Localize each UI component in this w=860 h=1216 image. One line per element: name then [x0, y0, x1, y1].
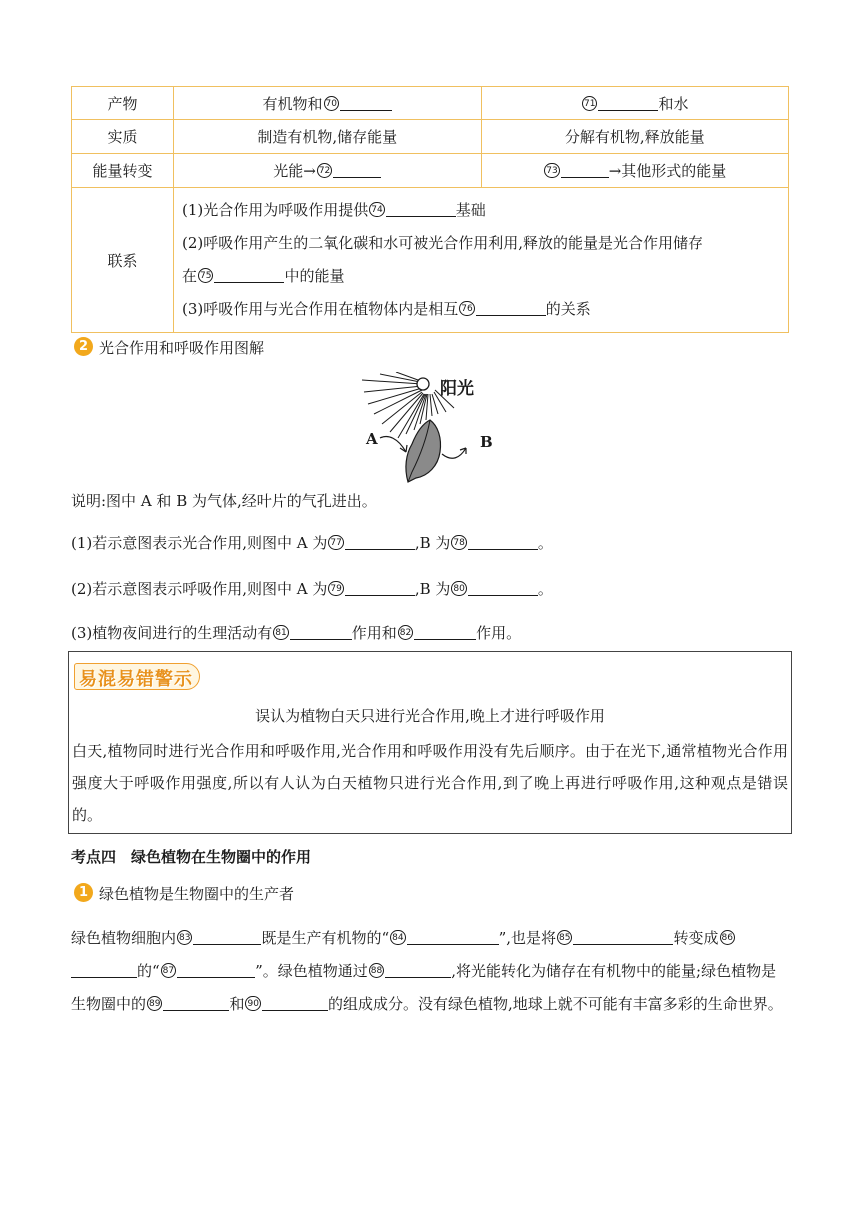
photo-cell: 制造有机物,储存能量: [174, 120, 482, 154]
link-line: [182, 227, 788, 260]
para-text: ,将光能转化为储存在有机物中的能量;: [451, 962, 702, 980]
para-text: 绿色植物是生物圈中的: [71, 962, 777, 1013]
para-text: 和: [229, 995, 245, 1013]
blank-number: 90: [245, 996, 260, 1011]
sun-icon: [417, 378, 429, 390]
leaf-diagram: [360, 372, 510, 484]
blank-number: 71: [582, 96, 597, 111]
section-number-badge: 2: [74, 337, 93, 356]
cell-text: 和水: [658, 94, 689, 113]
answer-blank[interactable]: [340, 96, 392, 111]
answer-blank[interactable]: [214, 268, 284, 283]
link-text: 的关系: [545, 300, 591, 318]
question-text: 。: [537, 534, 553, 552]
row-label: 实质: [72, 120, 174, 154]
blank-number: 76: [459, 301, 474, 316]
question-text: ,B 为: [414, 580, 451, 598]
blank-number: 89: [147, 996, 162, 1011]
blank-number: 73: [544, 163, 559, 178]
table-row: [72, 120, 789, 154]
answer-blank[interactable]: [598, 96, 658, 111]
blank-number: 84: [390, 930, 405, 945]
answer-blank[interactable]: [385, 963, 451, 978]
table-row: [72, 154, 789, 188]
para-text: 既是生产有机物的“: [261, 929, 390, 947]
answer-blank[interactable]: [345, 581, 415, 596]
question-line: [71, 532, 553, 553]
answer-blank[interactable]: [468, 581, 538, 596]
para-text: 的“: [137, 962, 160, 980]
answer-blank[interactable]: [163, 996, 229, 1011]
warning-tag: [74, 663, 200, 690]
fill-paragraph: [71, 922, 789, 1021]
answer-blank[interactable]: [345, 535, 415, 550]
question-text: (1)若示意图表示光合作用,则图中 A 为: [71, 534, 328, 552]
answer-blank[interactable]: [193, 930, 261, 945]
link-line: [182, 260, 788, 293]
link-text: (3)呼吸作用与光合作用在植物体内是相互: [182, 300, 459, 318]
cell-text: 有机物和: [262, 94, 323, 113]
link-line: [182, 293, 788, 326]
answer-blank[interactable]: [262, 996, 328, 1011]
blank-number: 83: [177, 930, 192, 945]
gas-b-label: B: [480, 433, 493, 451]
answer-blank[interactable]: [290, 625, 352, 640]
link-text: (1)光合作用为呼吸作用提供: [182, 201, 369, 219]
warning-box: [68, 651, 792, 834]
row-label: 产物: [72, 87, 174, 120]
question-text: ,B 为: [414, 534, 451, 552]
leaf-icon: [406, 420, 441, 482]
blank-number: 82: [398, 625, 413, 640]
question-text: 作用。: [476, 624, 522, 642]
blank-number: 85: [557, 930, 572, 945]
blank-number: 87: [161, 963, 176, 978]
answer-blank[interactable]: [414, 625, 476, 640]
photo-cell: [174, 87, 482, 120]
diagram-note: 说明:图中 A 和 B 为气体,经叶片的气孔进出。: [71, 492, 377, 510]
row-label: 联系: [72, 188, 174, 333]
warning-heading: 误认为植物白天只进行光合作用,晚上才进行呼吸作用: [255, 707, 605, 725]
para-text: ”。绿色植物通过: [255, 962, 368, 980]
photo-cell: [174, 154, 482, 188]
section-title: 光合作用和呼吸作用图解: [99, 339, 265, 357]
question-text: (2)若示意图表示呼吸作用,则图中 A 为: [71, 580, 328, 598]
answer-blank[interactable]: [476, 301, 546, 316]
blank-number: 70: [324, 96, 339, 111]
section-title: 绿色植物是生物圈中的生产者: [99, 885, 295, 903]
answer-blank[interactable]: [561, 163, 609, 178]
table-row: [72, 87, 789, 120]
answer-blank[interactable]: [573, 930, 673, 945]
resp-cell: [481, 87, 789, 120]
blank-number: 86: [720, 930, 735, 945]
blank-number: 72: [317, 163, 332, 178]
blank-number: 80: [451, 581, 466, 596]
answer-blank[interactable]: [177, 963, 255, 978]
link-text: 中的能量: [284, 267, 345, 285]
sun-label: 阳光: [440, 379, 474, 399]
blank-number: 75: [198, 268, 213, 283]
cell-text: 光能→: [273, 162, 316, 180]
para-text: 转变成: [673, 929, 719, 947]
resp-cell: 分解有机物,释放能量: [481, 120, 789, 154]
section-number-badge: 1: [74, 883, 93, 902]
question-text: (3)植物夜间进行的生理活动有: [71, 624, 273, 642]
link-text: 在: [182, 267, 198, 285]
answer-blank[interactable]: [71, 963, 137, 978]
answer-blank[interactable]: [333, 163, 381, 178]
blank-number: 81: [273, 625, 288, 640]
cell-text: →其他形式的能量: [608, 162, 727, 180]
link-text: (2)呼吸作用产生的二氧化碳和水可被光合作用利用,释放的能量是光合作用储存: [182, 234, 704, 252]
para-text: ”,也是将: [498, 929, 557, 947]
warning-body: 白天,植物同时进行光合作用和呼吸作用,光合作用和呼吸作用没有先后顺序。由于在光下,通常植物光合作用强度大于呼吸作用强度,所以有人认为白天植物只进行光合作用,到了晚上再进行呼吸作用,这种观点是错误的。: [72, 742, 788, 824]
blank-number: 88: [369, 963, 384, 978]
warning-tag-text: 易混易错警示: [79, 669, 193, 690]
answer-blank[interactable]: [468, 535, 538, 550]
question-text: 作用和: [351, 624, 397, 642]
blank-number: 77: [328, 535, 343, 550]
question-line: [71, 622, 521, 643]
blank-number: 74: [369, 202, 384, 217]
link-cell: [174, 188, 789, 333]
gas-a-label: A: [366, 430, 378, 448]
link-text: 基础: [455, 201, 486, 219]
table-row: [72, 188, 789, 333]
comparison-table: [71, 86, 789, 333]
resp-cell: [481, 154, 789, 188]
answer-blank[interactable]: [386, 202, 456, 217]
para-text: 绿色植物细胞内: [71, 929, 177, 947]
section-heading: 考点四 绿色植物在生物圈中的作用: [71, 848, 312, 866]
answer-blank[interactable]: [407, 930, 499, 945]
row-label: 能量转变: [72, 154, 174, 188]
question-line: [71, 578, 553, 599]
para-text: 的组成成分。没有绿色植物,地球上就不可能有丰富多彩的生命世界。: [327, 995, 783, 1013]
link-line: [182, 194, 788, 227]
blank-number: 79: [328, 581, 343, 596]
blank-number: 78: [451, 535, 466, 550]
question-text: 。: [537, 580, 553, 598]
